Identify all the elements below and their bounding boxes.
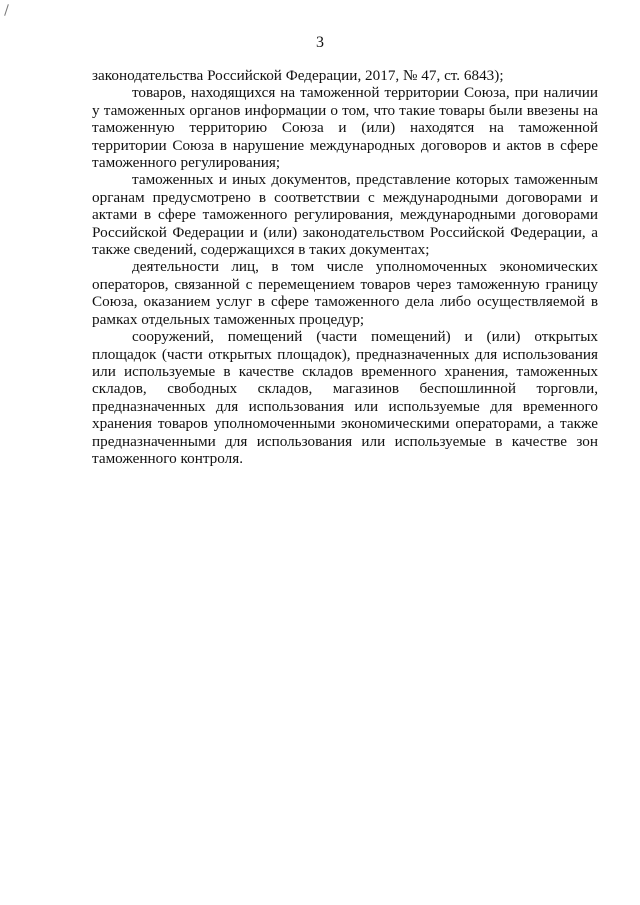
page-number: 3 xyxy=(316,34,324,51)
paragraph-continuation: законодательства Российской Федерации, 2017, № 47, ст. 6843); xyxy=(92,67,504,84)
paragraph-facilities: сооружений, помещений (части помещений) и (или) открытых площадок (части открытых площадок), предназначенных для использования или используемые в качестве складов временного хранения, таможенных складов, свободных складов, магазинов беспошлинной торговли, предназначенных для использования или используемые для временного хранения товаров уполномоченными экономическими операторами, а также предназначенными для использования или используемые в качестве зон таможенного контроля. xyxy=(92,328,598,467)
paragraph-activities: деятельности лиц, в том числе уполномоченных экономических операторов, связанной с перемещением товаров через таможенную границу Союза, оказанием услуг в сфере таможенного дела либо осуществляемой в рамках отдельных таможенных процедур; xyxy=(92,258,598,328)
body-text xyxy=(92,67,598,467)
scan-mark xyxy=(4,4,9,16)
paragraph-documents: таможенных и иных документов, представление которых таможенным органам предусмотрено в соответствии с международными договорами и актами в сфере таможенного регулирования, международными договорами Российской Федерации и (или) законодательством Российской Федерации, а также сведений, содержащихся в таких документах; xyxy=(92,171,598,259)
paragraph-goods: товаров, находящихся на таможенной территории Союза, при наличии у таможенных органов информации о том, что такие товары были ввезены на таможенную территорию Союза и (или) находятся на таможенной территории Союза в нарушение международных договоров и актов в сфере таможенного регулирования; xyxy=(92,84,598,172)
